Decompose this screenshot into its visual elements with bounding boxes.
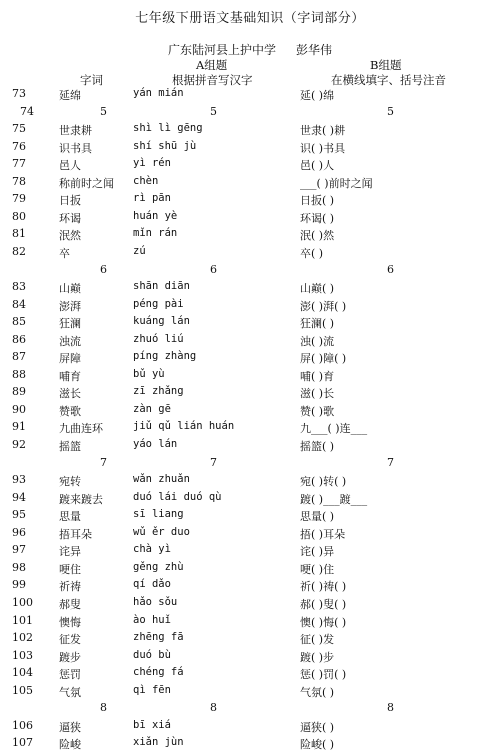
item-pinyin: huán yè [133, 209, 178, 222]
item-fill-blank: 郝( )叟( ) [300, 598, 347, 611]
item-pinyin: qì fēn [133, 683, 171, 696]
table-row [0, 140, 500, 156]
item-number: 77 [12, 157, 26, 171]
item-pinyin: wǔ ěr duo [133, 525, 190, 538]
item-fill-blank: 屏( )障( ) [300, 352, 347, 366]
item-number: 83 [12, 280, 26, 294]
item-number: 97 [12, 543, 26, 557]
item-number: 102 [12, 631, 33, 645]
item-fill-blank: 哽( )住 [300, 562, 335, 576]
item-fill-blank: 世隶( )耕 [300, 124, 346, 138]
item-word: 诧异 [59, 545, 81, 559]
table-row [0, 333, 500, 349]
item-word: 思量 [59, 510, 81, 524]
item-pinyin: péng pài [133, 297, 184, 310]
item-fill-blank: 澎( )湃( ) [300, 299, 347, 313]
item-fill-blank: 卒( ) [300, 247, 324, 260]
item-pinyin: kuáng lán [133, 315, 190, 328]
item-word: 九曲连环 [59, 422, 103, 436]
table-row [0, 666, 500, 682]
item-fill-blank: 险峻( ) [300, 738, 335, 752]
item-fill-blank: 九___( )连___ [300, 422, 368, 436]
table-row [0, 385, 500, 401]
table-row [0, 315, 500, 331]
item-word: 踱步 [59, 650, 81, 664]
item-word: 世隶耕 [59, 124, 92, 138]
item-pinyin: bī xiá [133, 718, 171, 731]
group-a-heading: A组题 [196, 58, 228, 72]
item-word: 称前时之闻 [59, 176, 114, 190]
item-pinyin: chà yì [133, 543, 171, 556]
table-row [0, 719, 500, 735]
section-marker-group-a: 8 [210, 701, 217, 715]
item-number: 98 [12, 560, 26, 574]
item-fill-blank: 识( )书具 [300, 141, 346, 155]
section-row [0, 456, 500, 472]
section-row [0, 105, 500, 121]
item-word: 宛转 [59, 475, 81, 489]
item-word: 哺育 [59, 369, 81, 383]
item-pinyin: mǐn rán [133, 227, 178, 240]
item-word: 哽住 [59, 562, 81, 576]
section-marker-group-a: 6 [210, 262, 217, 276]
item-number: 96 [12, 525, 26, 539]
item-pinyin: zhēng fā [133, 631, 184, 644]
item-pinyin: yáo lán [133, 438, 178, 450]
column-header-group-b: 在横线填字、括号注音 [331, 73, 446, 87]
item-number: 94 [12, 490, 26, 504]
item-fill-blank: 逼狭( ) [300, 720, 335, 734]
item-word: 逼狭 [59, 720, 81, 734]
item-fill-blank: 滋( )长 [300, 387, 335, 401]
item-fill-blank: 狂澜( ) [300, 317, 335, 331]
item-fill-blank: 赞( )歌 [300, 404, 335, 418]
item-pinyin: yì rén [133, 157, 171, 170]
item-fill-blank: ___( )前时之闻 [300, 176, 373, 190]
item-pinyin: qí dǎo [133, 578, 171, 591]
table-row [0, 298, 500, 314]
table-row [0, 438, 500, 454]
table-row [0, 578, 500, 594]
item-fill-blank: 诧( )异 [300, 545, 335, 559]
item-number: 84 [12, 297, 26, 311]
item-number: 85 [12, 315, 26, 329]
item-word: 浊流 [59, 334, 81, 348]
table-row [0, 210, 500, 226]
item-word: 澎湃 [59, 299, 81, 313]
item-pinyin: zàn gē [133, 402, 171, 415]
item-fill-blank: 山巅( ) [300, 282, 335, 296]
item-number: 76 [12, 139, 26, 153]
item-pinyin: gěng zhù [133, 560, 184, 573]
item-number: 99 [12, 578, 26, 592]
item-pinyin: shí shū jù [133, 139, 197, 152]
item-pinyin: chèn [133, 174, 159, 187]
section-marker-word: 7 [100, 455, 107, 469]
table-row [0, 508, 500, 524]
table-row [0, 245, 500, 261]
item-word: 日扳 [59, 194, 81, 208]
item-fill-blank: 延( )绵 [300, 89, 335, 102]
item-fill-blank: 踱( )___踱___ [300, 492, 368, 506]
item-pinyin: zhuó liú [133, 332, 184, 345]
table-row [0, 526, 500, 542]
section-row [0, 701, 500, 717]
section-marker-group-b: 5 [387, 104, 394, 118]
item-number: 107 [12, 736, 33, 750]
item-number: 82 [12, 245, 26, 258]
item-number: 95 [12, 508, 26, 522]
item-fill-blank: 哺( )育 [300, 369, 335, 383]
item-pinyin: xiǎn jùn [133, 736, 184, 749]
item-word: 祈祷 [59, 580, 81, 594]
item-pinyin: jiǔ qǔ lián huán [133, 420, 235, 433]
item-pinyin: chéng fá [133, 666, 184, 679]
item-word: 惩罚 [59, 668, 81, 682]
item-word: 延绵 [59, 89, 81, 102]
item-pinyin: duó lái duó qù [133, 490, 222, 503]
item-fill-blank: 浊( )流 [300, 334, 335, 348]
item-number: 86 [12, 332, 26, 346]
item-number: 78 [12, 174, 26, 188]
item-fill-blank: 泯( )然 [300, 229, 335, 243]
table-row [0, 122, 500, 138]
table-row [0, 473, 500, 489]
item-word: 识书具 [59, 141, 92, 155]
item-word: 气氛 [59, 685, 81, 699]
item-number: 103 [12, 648, 33, 662]
table-row [0, 368, 500, 384]
item-word: 赞歌 [59, 404, 81, 418]
item-number: 81 [12, 227, 26, 241]
item-number: 106 [12, 718, 33, 732]
item-fill-blank: 邑( )人 [300, 159, 335, 173]
section-marker-word: 5 [100, 104, 107, 118]
column-header-group-a: 根据拼音写汉字 [172, 73, 253, 87]
item-word: 滋长 [59, 387, 81, 401]
table-row [0, 157, 500, 173]
item-number: 104 [12, 666, 33, 680]
item-word: 踱来踱去 [59, 492, 103, 506]
item-fill-blank: 环谒( ) [300, 211, 335, 225]
section-marker-group-a: 5 [210, 104, 217, 118]
table-row [0, 543, 500, 559]
group-b-heading: B组题 [370, 58, 402, 72]
section-marker-group-b: 8 [387, 701, 394, 715]
item-pinyin: rì pān [133, 192, 171, 205]
item-word: 泯然 [59, 229, 81, 243]
item-word: 屏障 [59, 352, 81, 366]
item-number: 79 [12, 192, 26, 206]
item-pinyin: duó bù [133, 648, 171, 661]
school-name: 广东陆河县上护中学 [167, 43, 276, 57]
item-fill-blank: 宛( )转( ) [300, 475, 347, 489]
item-pinyin: bǔ yù [133, 367, 165, 380]
section-marker-group-b: 6 [387, 262, 394, 276]
document-title: 七年级下册语文基础知识（字词部分） [135, 11, 365, 26]
section-marker-group-b: 7 [387, 455, 394, 469]
table-row [0, 87, 500, 103]
item-word: 狂澜 [59, 317, 81, 331]
item-number: 92 [12, 438, 26, 451]
item-number: 100 [12, 596, 33, 609]
item-word: 山巅 [59, 282, 81, 296]
item-word: 懊悔 [59, 615, 81, 629]
item-pinyin: wǎn zhuǎn [133, 473, 190, 486]
item-word: 征发 [59, 633, 81, 647]
item-number: 80 [12, 209, 26, 223]
table-row [0, 227, 500, 243]
item-word: 环谒 [59, 211, 81, 225]
item-number: 93 [12, 473, 26, 487]
item-fill-blank: 日扳( ) [300, 194, 335, 208]
item-number: 88 [12, 367, 26, 381]
item-word: 卒 [59, 247, 70, 260]
item-pinyin: ào huǐ [133, 613, 171, 626]
item-pinyin: shān diān [133, 280, 190, 293]
table-row [0, 175, 500, 191]
table-row [0, 649, 500, 665]
section-marker-group-a: 7 [210, 455, 217, 469]
item-pinyin: yán mián [133, 87, 184, 99]
item-number: 101 [12, 613, 33, 627]
item-number: 73 [12, 87, 26, 100]
section-marker-word: 6 [100, 262, 107, 276]
item-number: 87 [12, 350, 26, 364]
item-fill-blank: 气氛( ) [300, 685, 335, 699]
table-row [0, 491, 500, 507]
item-fill-blank: 摇篮( ) [300, 440, 335, 453]
item-word: 邑人 [59, 159, 81, 173]
section-marker-word: 8 [100, 701, 107, 715]
table-row [0, 350, 500, 366]
author-line [0, 41, 500, 58]
item-fill-blank: 懊( )悔( ) [300, 615, 347, 629]
item-pinyin: zī zhǎng [133, 385, 184, 398]
item-fill-blank: 征( )发 [300, 633, 335, 647]
item-number: 75 [12, 122, 26, 136]
item-pinyin: zú [133, 245, 146, 257]
item-number: 89 [12, 385, 26, 399]
item-word: 郝叟 [59, 598, 81, 611]
column-header-word: 字词 [80, 73, 103, 87]
author-name: 彭华伟 [296, 43, 333, 57]
item-fill-blank: 思量( ) [300, 510, 335, 524]
table-row [0, 192, 500, 208]
table-row [0, 403, 500, 419]
item-pinyin: píng zhàng [133, 350, 197, 363]
table-row [0, 596, 500, 612]
item-pinyin: shì lì gēng [133, 122, 203, 135]
table-row [0, 631, 500, 647]
item-fill-blank: 捂( )耳朵 [300, 527, 346, 541]
item-pinyin: hǎo sǒu [133, 596, 178, 608]
table-row [0, 614, 500, 630]
item-number: 90 [12, 402, 26, 416]
item-word: 捂耳朵 [59, 527, 92, 541]
item-pinyin: sī liang [133, 508, 184, 521]
item-word: 摇篮 [59, 440, 81, 453]
item-fill-blank: 踱( )步 [300, 650, 335, 664]
item-number: 91 [12, 420, 26, 434]
table-row [0, 561, 500, 577]
table-row [0, 280, 500, 296]
table-row [0, 420, 500, 436]
section-row [0, 263, 500, 279]
item-fill-blank: 惩( )罚( ) [300, 668, 347, 682]
section-number: 74 [20, 104, 34, 118]
item-word: 险峻 [59, 738, 81, 752]
table-row [0, 736, 500, 752]
item-fill-blank: 祈( )祷( ) [300, 580, 347, 594]
table-row [0, 684, 500, 700]
item-number: 105 [12, 683, 33, 697]
